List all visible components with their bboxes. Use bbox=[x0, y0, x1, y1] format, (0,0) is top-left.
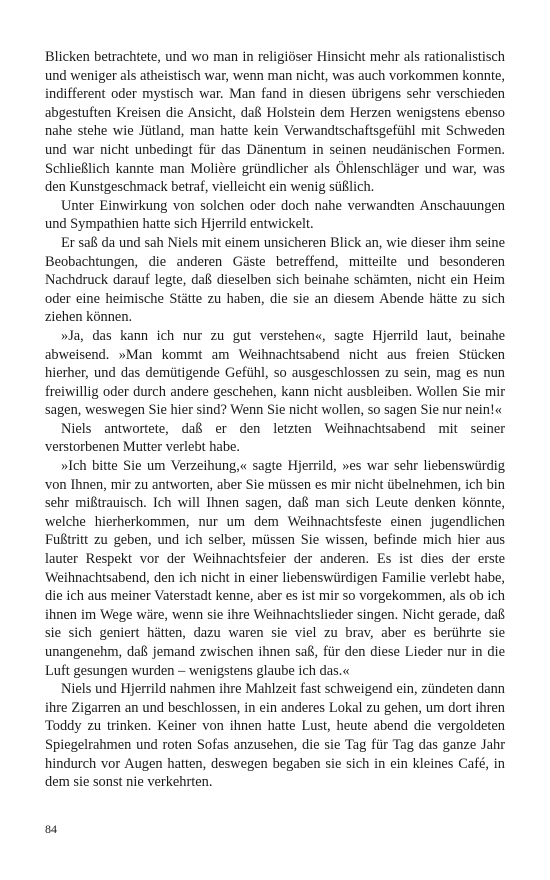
page-number: 84 bbox=[45, 822, 57, 836]
paragraph: Unter Einwirkung von solchen oder doch nahe verwandten Anschauungen und Sympathien hatte sich Hjerrild entwickelt. bbox=[45, 197, 505, 233]
paragraph: Niels antwortete, daß er den letzten Weihnachtsabend mit seiner verstorbenen Mutter verlebt habe. bbox=[45, 420, 505, 456]
paragraph: Niels und Hjerrild nahmen ihre Mahlzeit fast schweigend ein, zündeten dann ihre Zigarren an und beschlossen, in ein anderes Lokal zu gehen, um dort ihren Toddy zu trinken. Keiner von ihnen hatte Lust, heute abend die vergoldeten Spiegelrahmen und roten Sofas anzusehen, die sie Tag für Tag das ganze Jahr hindurch vor Augen hatten, deswegen begaben sie sich in ein kleines Café, in dem sie sonst nie verkehrten. bbox=[45, 681, 505, 791]
page-body bbox=[45, 48, 505, 792]
paragraph: »Ich bitte Sie um Verzeihung,« sagte Hjerrild, »es war sehr liebenswürdig von Ihnen, mir zu antworten, aber Sie müssen es mir nicht übelnehmen, ich bin sehr mißtrauisch. Ich will Ihnen sagen, daß man sich Leute denken könnte, welche hierherkommen, nur um dem Weihnachtsfeste einen jugendlichen Fußtritt zu geben, und ich selber, müssen Sie wissen, befinde mich hier aus lauter Respekt vor der Weihnachtsfeier der anderen. Es ist dies der erste Weihnachtsabend, den ich nicht in einer liebenswürdigen Familie verlebt habe, die ich aus meiner Vaterstadt kenne, aber es ist mir so vorgekommen, als ob ich ihnen im Wege wäre, wenn sie ihre Weihnachtslieder singen. Nicht gerade, daß sie sich geniert hätten, dazu waren sie viel zu brav, aber es berührte sie unangenehm, daß jemand zwischen ihnen saß, für den diese Lieder nur in die Luft gesungen wurden – wenigstens glaube ich das.« bbox=[45, 458, 505, 679]
paragraph: »Ja, das kann ich nur zu gut verstehen«, sagte Hjerrild laut, beinahe abweisend. »Man kommt am Weihnachtsabend nicht aus freien Stücken hierher, und das demütigende Gefühl, so ausgeschlossen zu sein, mag es nun freiwillig oder durch andere geschehen, kann nicht ausbleiben. Wollen Sie mir sagen, weswegen Sie hier sind? Wenn Sie nicht wollen, so sagen Sie nur nein!« bbox=[45, 327, 505, 419]
paragraph: Er saß da und sah Niels mit einem unsicheren Blick an, wie dieser ihm seine Beobachtungen, die anderen Gäste betreffend, mitteilte und besonderen Nachdruck darauf legte, daß dieselben sich beinahe schämten, nicht ein Heim oder eine heimische Stätte zu haben, die sie an diesem Abende hätte zu sich ziehen können. bbox=[45, 234, 505, 326]
paragraph-continuation: Blicken betrachtete, und wo man in religiöser Hinsicht mehr als rationalistisch und weniger als atheistisch war, wenn man nicht, was auch vorkommen konnte, indifferent oder mystisch war. Man fand in diesen übrigens sehr verschieden abgestuften Kreisen die Ansicht, daß Holstein dem Herzen wenigstens ebenso nahe stehe wie Jütland, man hatte kein Verwandtschaftsgefühl mit Schweden und war nicht unbedingt für das Dänentum in seinen neudänischen Formen. Schließlich kannte man Molière gründlicher als Öhlenschläger und war, was den Kunstgeschmack betraf, vielleicht ein wenig süßlich. bbox=[45, 49, 505, 196]
